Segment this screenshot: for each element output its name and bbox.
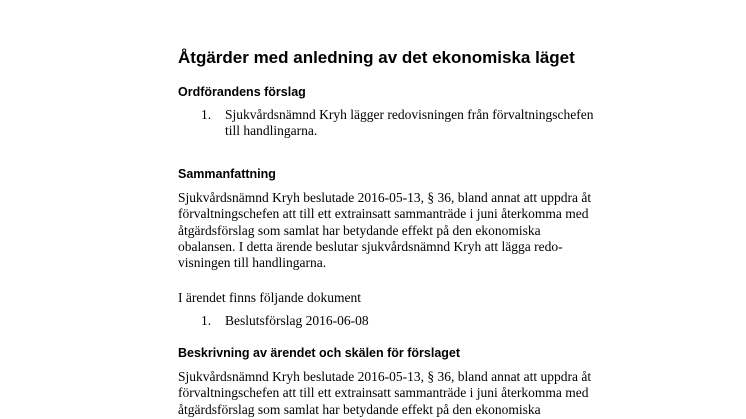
- list-number: 1.: [201, 107, 212, 122]
- text-line: obalansen. I detta ärende beslutar sjukvårdsnämnd Kryh att lägga redo-: [178, 238, 563, 254]
- description-paragraph: [178, 369, 648, 418]
- text-line: Sjukvårdsnämnd Kryh lägger redovisningen från förvaltningschefen: [225, 107, 594, 122]
- list-number: 1.: [201, 313, 212, 328]
- description-heading: Beskrivning av ärendet och skälen för förslaget: [178, 346, 461, 360]
- text-line: I ärendet finns följande dokument: [178, 290, 361, 305]
- summary-heading: Sammanfattning: [178, 167, 276, 181]
- text-line: åtgärdsförslag som samlat har betydande effekt på den ekonomiska: [178, 401, 541, 417]
- documents-intro: [178, 290, 648, 306]
- list-item-text: [225, 313, 645, 329]
- text-line: åtgärdsförslag som samlat har betydande effekt på den ekonomiska: [178, 222, 541, 238]
- text-line: förvaltningschefen att till ett extrainsatt sammanträde i juni återkomma med: [178, 385, 589, 401]
- text-line: visningen till handlingarna.: [178, 255, 327, 271]
- page-title: Åtgärder med anledning av det ekonomiska läget: [178, 48, 575, 67]
- proposal-heading: Ordförandens förslag: [178, 85, 306, 99]
- text-line: Sjukvårdsnämnd Kryh beslutade 2016-05-13, § 36, bland annat att uppdra åt: [178, 369, 592, 384]
- summary-paragraph: [178, 190, 648, 271]
- text-line: förvaltningschefen att till ett extrainsatt sammanträde i juni återkomma med: [178, 206, 589, 222]
- text-line: Beslutsförslag 2016-06-08: [225, 313, 369, 328]
- text-line: Sjukvårdsnämnd Kryh beslutade 2016-05-13, § 36, bland annat att uppdra åt: [178, 190, 592, 205]
- list-item-text: [225, 107, 645, 140]
- text-line: till handlingarna.: [225, 123, 318, 139]
